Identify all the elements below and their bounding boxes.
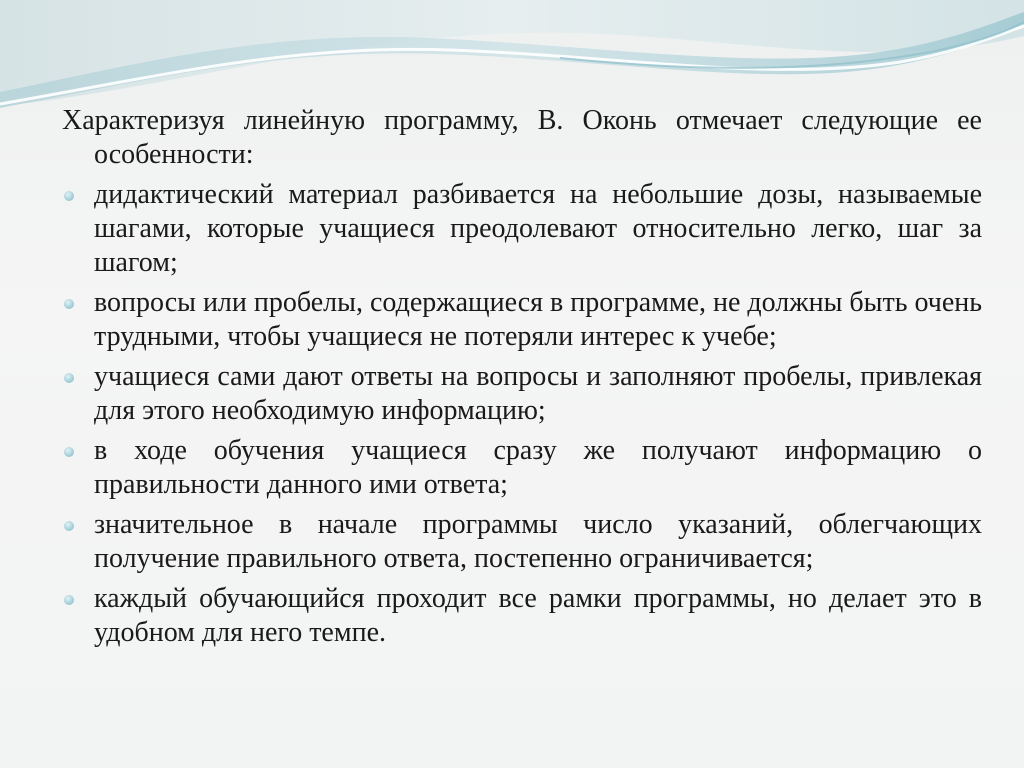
list-item-text: учащиеся сами дают ответы на вопросы и заполняют пробелы, привлекая для этого необходимую информацию; bbox=[94, 361, 982, 426]
list-item bbox=[62, 582, 982, 650]
list-item-text: дидактический материал разбивается на небольшие дозы, называемые шагами, которые учащиеся преодолевают относительно легко, шаг за шагом; bbox=[94, 179, 982, 278]
list-item-text: в ходе обучения учащиеся сразу же получают информацию о правильности данного ими ответа; bbox=[94, 435, 982, 500]
slide-body bbox=[62, 104, 982, 650]
list-item bbox=[62, 286, 982, 354]
bullet-icon bbox=[64, 299, 74, 309]
list-item bbox=[62, 360, 982, 428]
bullet-icon bbox=[64, 595, 74, 605]
list-item bbox=[62, 508, 982, 576]
bullet-icon bbox=[64, 521, 74, 531]
list-item-text: вопросы или пробелы, содержащиеся в программе, не должны быть очень трудными, чтобы учащиеся не потеряли интерес к учебе; bbox=[94, 287, 983, 352]
bullet-icon bbox=[64, 191, 74, 201]
list-item bbox=[62, 178, 982, 280]
bullet-list bbox=[62, 178, 982, 650]
intro-paragraph: Характеризуя линейную программу, В. Оконь отмечает следующие ее особенности: bbox=[62, 105, 982, 170]
bullet-icon bbox=[64, 447, 74, 457]
list-item-text: каждый обучающийся проходит все рамки программы, но делает это в удобном для него темпе. bbox=[94, 583, 982, 648]
list-item bbox=[62, 434, 982, 502]
list-item-text: значительное в начале программы число указаний, облегчающих получение правильного ответа, постепенно ограничивается; bbox=[94, 509, 982, 574]
bullet-icon bbox=[64, 373, 74, 383]
